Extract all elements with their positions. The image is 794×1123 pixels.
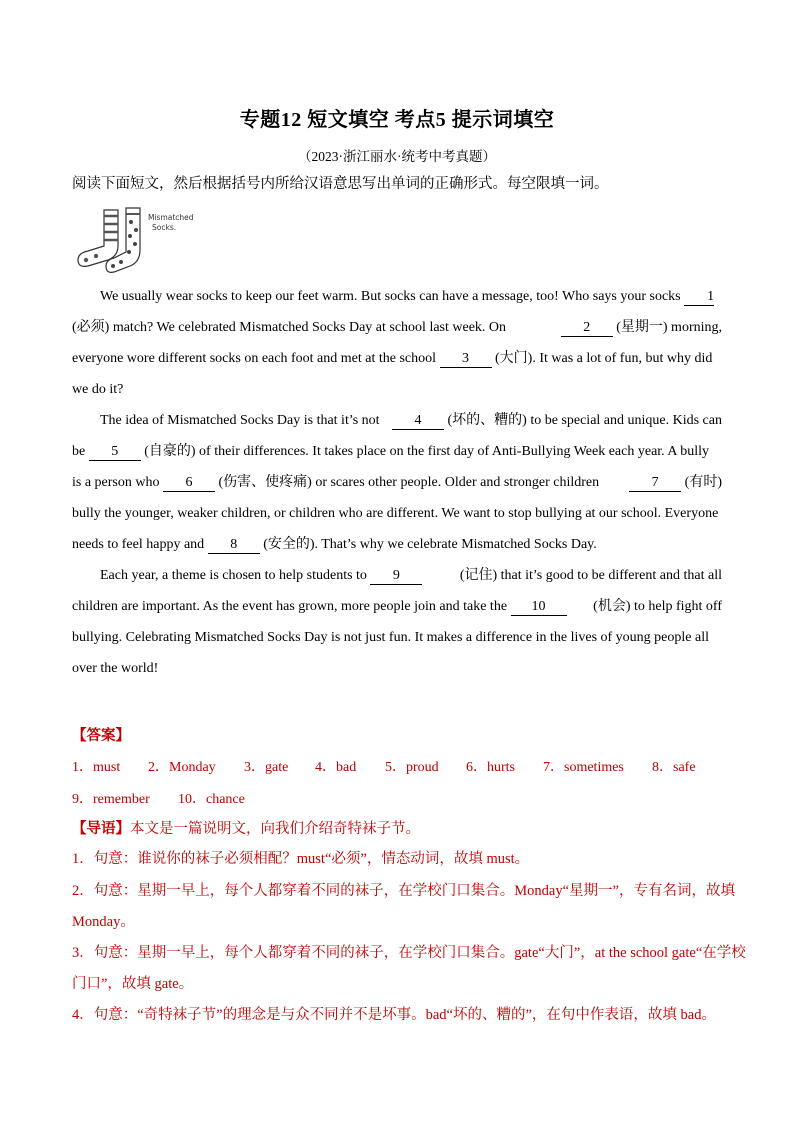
answer-heading: 【答案】	[72, 728, 130, 744]
illustration-caption-1: Mismatched	[148, 213, 194, 222]
answer-item: 4．bad	[315, 760, 357, 775]
answer-item: 5．proud	[385, 760, 439, 775]
blank-1[interactable]: 1	[684, 289, 714, 306]
answer-item: 3．gate	[244, 760, 289, 775]
answer-item: 9．remember	[72, 792, 150, 807]
explanation-2b: Monday。	[72, 914, 135, 930]
instructions: 阅读下面短文，然后根据括号内所给汉语意思写出单词的正确形式。每空限填一词。	[72, 176, 609, 192]
mismatched-socks-illustration	[74, 206, 194, 274]
passage-line: bully the younger, weaker children, or children who are different. We want to stop bullying at our school. Everyone	[72, 506, 719, 521]
passage-line: bullying. Celebrating Mismatched Socks Day is not just fun. It makes a difference in the lives of young people all	[72, 630, 709, 645]
document-title: 专题12 短文填空 考点5 提示词填空	[239, 109, 555, 131]
explanation-4: 4．句意：“奇特袜子节”的理念是与众不同并不是坏事。bad“坏的、糟的”，在句中作表语，故填 bad。	[72, 1007, 716, 1023]
passage-line: we do it?	[72, 382, 124, 397]
passage-line: (必须) match? We celebrated Mismatched Socks Day at school last week. On 2 (星期一) morning,	[72, 320, 722, 335]
answer-item: 1．must	[72, 760, 121, 775]
blank-8[interactable]: 8	[208, 537, 260, 554]
blank-4[interactable]: 4	[392, 413, 444, 430]
explanation-3a: 3．句意：星期一早上，每个人都穿着不同的袜子，在学校门口集合。gate“大门”，at the school gate“在学校	[72, 945, 746, 961]
striped-sock-icon	[78, 210, 118, 266]
passage-line: is a person who 6 (伤害、使疼痛) or scares other people. Older and stronger children 7 (有时)	[72, 475, 722, 490]
passage-line: needs to feel happy and 8 (安全的). That’s why we celebrate Mismatched Socks Day.	[72, 537, 597, 552]
blank-2[interactable]: 2	[561, 320, 613, 337]
answer-item: 7．sometimes	[543, 760, 624, 775]
explanation-1: 1．句意：谁说你的袜子必须相配？must“必须”，情态动词，故填 must。	[72, 851, 530, 867]
passage-line: over the world!	[72, 661, 159, 676]
blank-5[interactable]: 5	[89, 444, 141, 461]
exam-source: （2023·浙江丽水·统考中考真题）	[298, 149, 496, 164]
explanation-3b: 门口”，故填 gate。	[72, 976, 194, 992]
answer-item: 10．chance	[178, 792, 245, 807]
illustration-caption-2: Socks.	[152, 223, 177, 232]
blank-3[interactable]: 3	[440, 351, 492, 368]
passage-line: Each year, a theme is chosen to help students to 9 (记住) that it’s good to be different and that all	[100, 568, 722, 583]
passage-line: We usually wear socks to keep our feet warm. But socks can have a message, too! Who says your socks 1	[100, 289, 715, 304]
passage-line: children are important. As the event has grown, more people join and take the 10 (机会) to help fight off	[72, 599, 722, 614]
answer-item: 6．hurts	[466, 760, 515, 775]
explanation-2a: 2．句意：星期一早上，每个人都穿着不同的袜子，在学校门口集合。Monday“星期一”，专有名词，故填	[72, 883, 735, 899]
passage-line: everyone wore different socks on each foot and met at the school 3 (大门). It was a lot of fun, but why did	[72, 351, 713, 366]
blank-6[interactable]: 6	[163, 475, 215, 492]
blank-7[interactable]: 7	[629, 475, 681, 492]
answer-item: 8．safe	[652, 760, 696, 775]
passage-line: be 5 (自豪的) of their differences. It takes place on the first day of Anti-Bullying Week each year. A bully	[72, 444, 710, 459]
blank-10[interactable]: 10	[511, 599, 567, 616]
blank-9[interactable]: 9	[370, 568, 422, 585]
answer-item: 2．Monday	[148, 760, 216, 775]
passage-line: The idea of Mismatched Socks Day is that it’s not 4 (坏的、糟的) to be special and unique. Kids can	[100, 413, 722, 428]
guide-intro: 【导语】本文是一篇说明文，向我们介绍奇特袜子节。	[72, 821, 420, 837]
